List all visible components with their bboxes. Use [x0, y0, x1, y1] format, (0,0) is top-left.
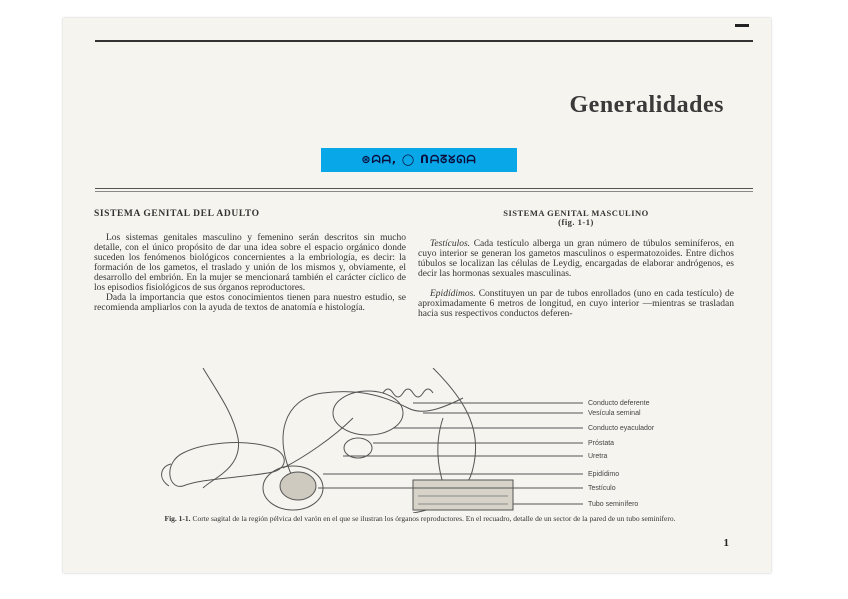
- label-vesicula-seminal: Vesícula seminal: [588, 410, 641, 417]
- label-tubo-seminifero: Tubo seminífero: [588, 501, 639, 508]
- bladder-shape: [333, 391, 403, 435]
- left-paragraph-2: Dada la importancia que estos conocimientos tienen para nuestro estudio, se recomienda ampliarlos con la ayuda de textos de anatomía e histología.: [94, 293, 406, 313]
- right-column: [418, 209, 734, 319]
- right-paragraph-1: [418, 239, 734, 279]
- figure-caption-text: Corte sagital de la región pélvica del varón en el que se ilustran los órganos reproductores. En el recuadro, detalle de un sector de la pared de un tubo seminífero.: [192, 514, 676, 523]
- section-rule: [95, 188, 753, 189]
- prostate-shape: [344, 438, 372, 458]
- chapter-title: Generalidades: [569, 92, 724, 118]
- label-conducto-deferente: Conducto deferente: [588, 400, 650, 407]
- label-epididimo: Epidídimo: [588, 471, 620, 478]
- urethra-path: [283, 418, 353, 468]
- inset-box: [413, 480, 513, 510]
- top-corner-mark: [735, 24, 749, 27]
- figure-labels: [588, 400, 655, 508]
- document-page: [63, 18, 771, 573]
- anatomy-drawing: [162, 368, 583, 513]
- label-testiculo: Testículo: [588, 485, 616, 492]
- text-testiculos: Cada testículo alberga un gran número de túbulos seminíferos, en cuyo interior se generan los gametos masculinos o espermatozoides. Entre dichos túbulos se localizan las células de Leydig, encargadas de elaborar andrógenos, es decir las hormonas sexuales masculinas.: [418, 239, 734, 279]
- testis-shape: [280, 472, 316, 500]
- section-rule-secondary: [95, 191, 753, 192]
- label-prostata: Próstata: [588, 440, 615, 447]
- decorative-banner: ⊛ᗣᗩ, ◯ ᑎᗩᘔᘜᘏᗩ: [321, 148, 517, 172]
- top-rule: [95, 40, 753, 42]
- right-heading: [418, 209, 734, 227]
- right-paragraph-2: [418, 289, 734, 319]
- right-heading-title: SISTEMA GENITAL MASCULINO: [503, 208, 649, 218]
- label-uretra: Uretra: [588, 453, 608, 460]
- figure-caption: [97, 514, 743, 523]
- text-epididimos: Constituyen un par de tubos enrollados (uno en cada testículo) de aproximadamente 6 metros de longitud, en cuyo interior —mientras se trasladan hacia sus respectivos conductos deferen-: [418, 289, 734, 319]
- left-column: [94, 209, 406, 313]
- left-heading: SISTEMA GENITAL DEL ADULTO: [94, 209, 260, 219]
- lead-testiculos: Testículos.: [430, 239, 471, 249]
- anatomy-figure: [143, 368, 743, 513]
- figure-caption-label: Fig. 1-1.: [164, 514, 191, 523]
- penis-path: [170, 443, 284, 487]
- body-outline-path: [203, 368, 239, 488]
- lead-epididimos: Epidídimos.: [430, 289, 476, 299]
- page-number: 1: [723, 537, 729, 549]
- right-heading-subtitle: (fig. 1-1): [558, 217, 594, 227]
- left-paragraph-1: Los sistemas genitales masculino y femenino serán descritos sin mucho detalle, con el único propósito de dar una idea sobre el espacio orgánico donde suceden los fenómenos biológicos concernientes a la embriología, es decir: la formación de los gametos, el traslado y unión de los mismos y, obviamente, el desarrollo del embrión. En la mujer se mencionará también el carácter cíclico de los episodios fisiológicos de sus órganos reproductores.: [94, 233, 406, 293]
- label-conducto-eyaculador: Conducto eyaculador: [588, 425, 655, 432]
